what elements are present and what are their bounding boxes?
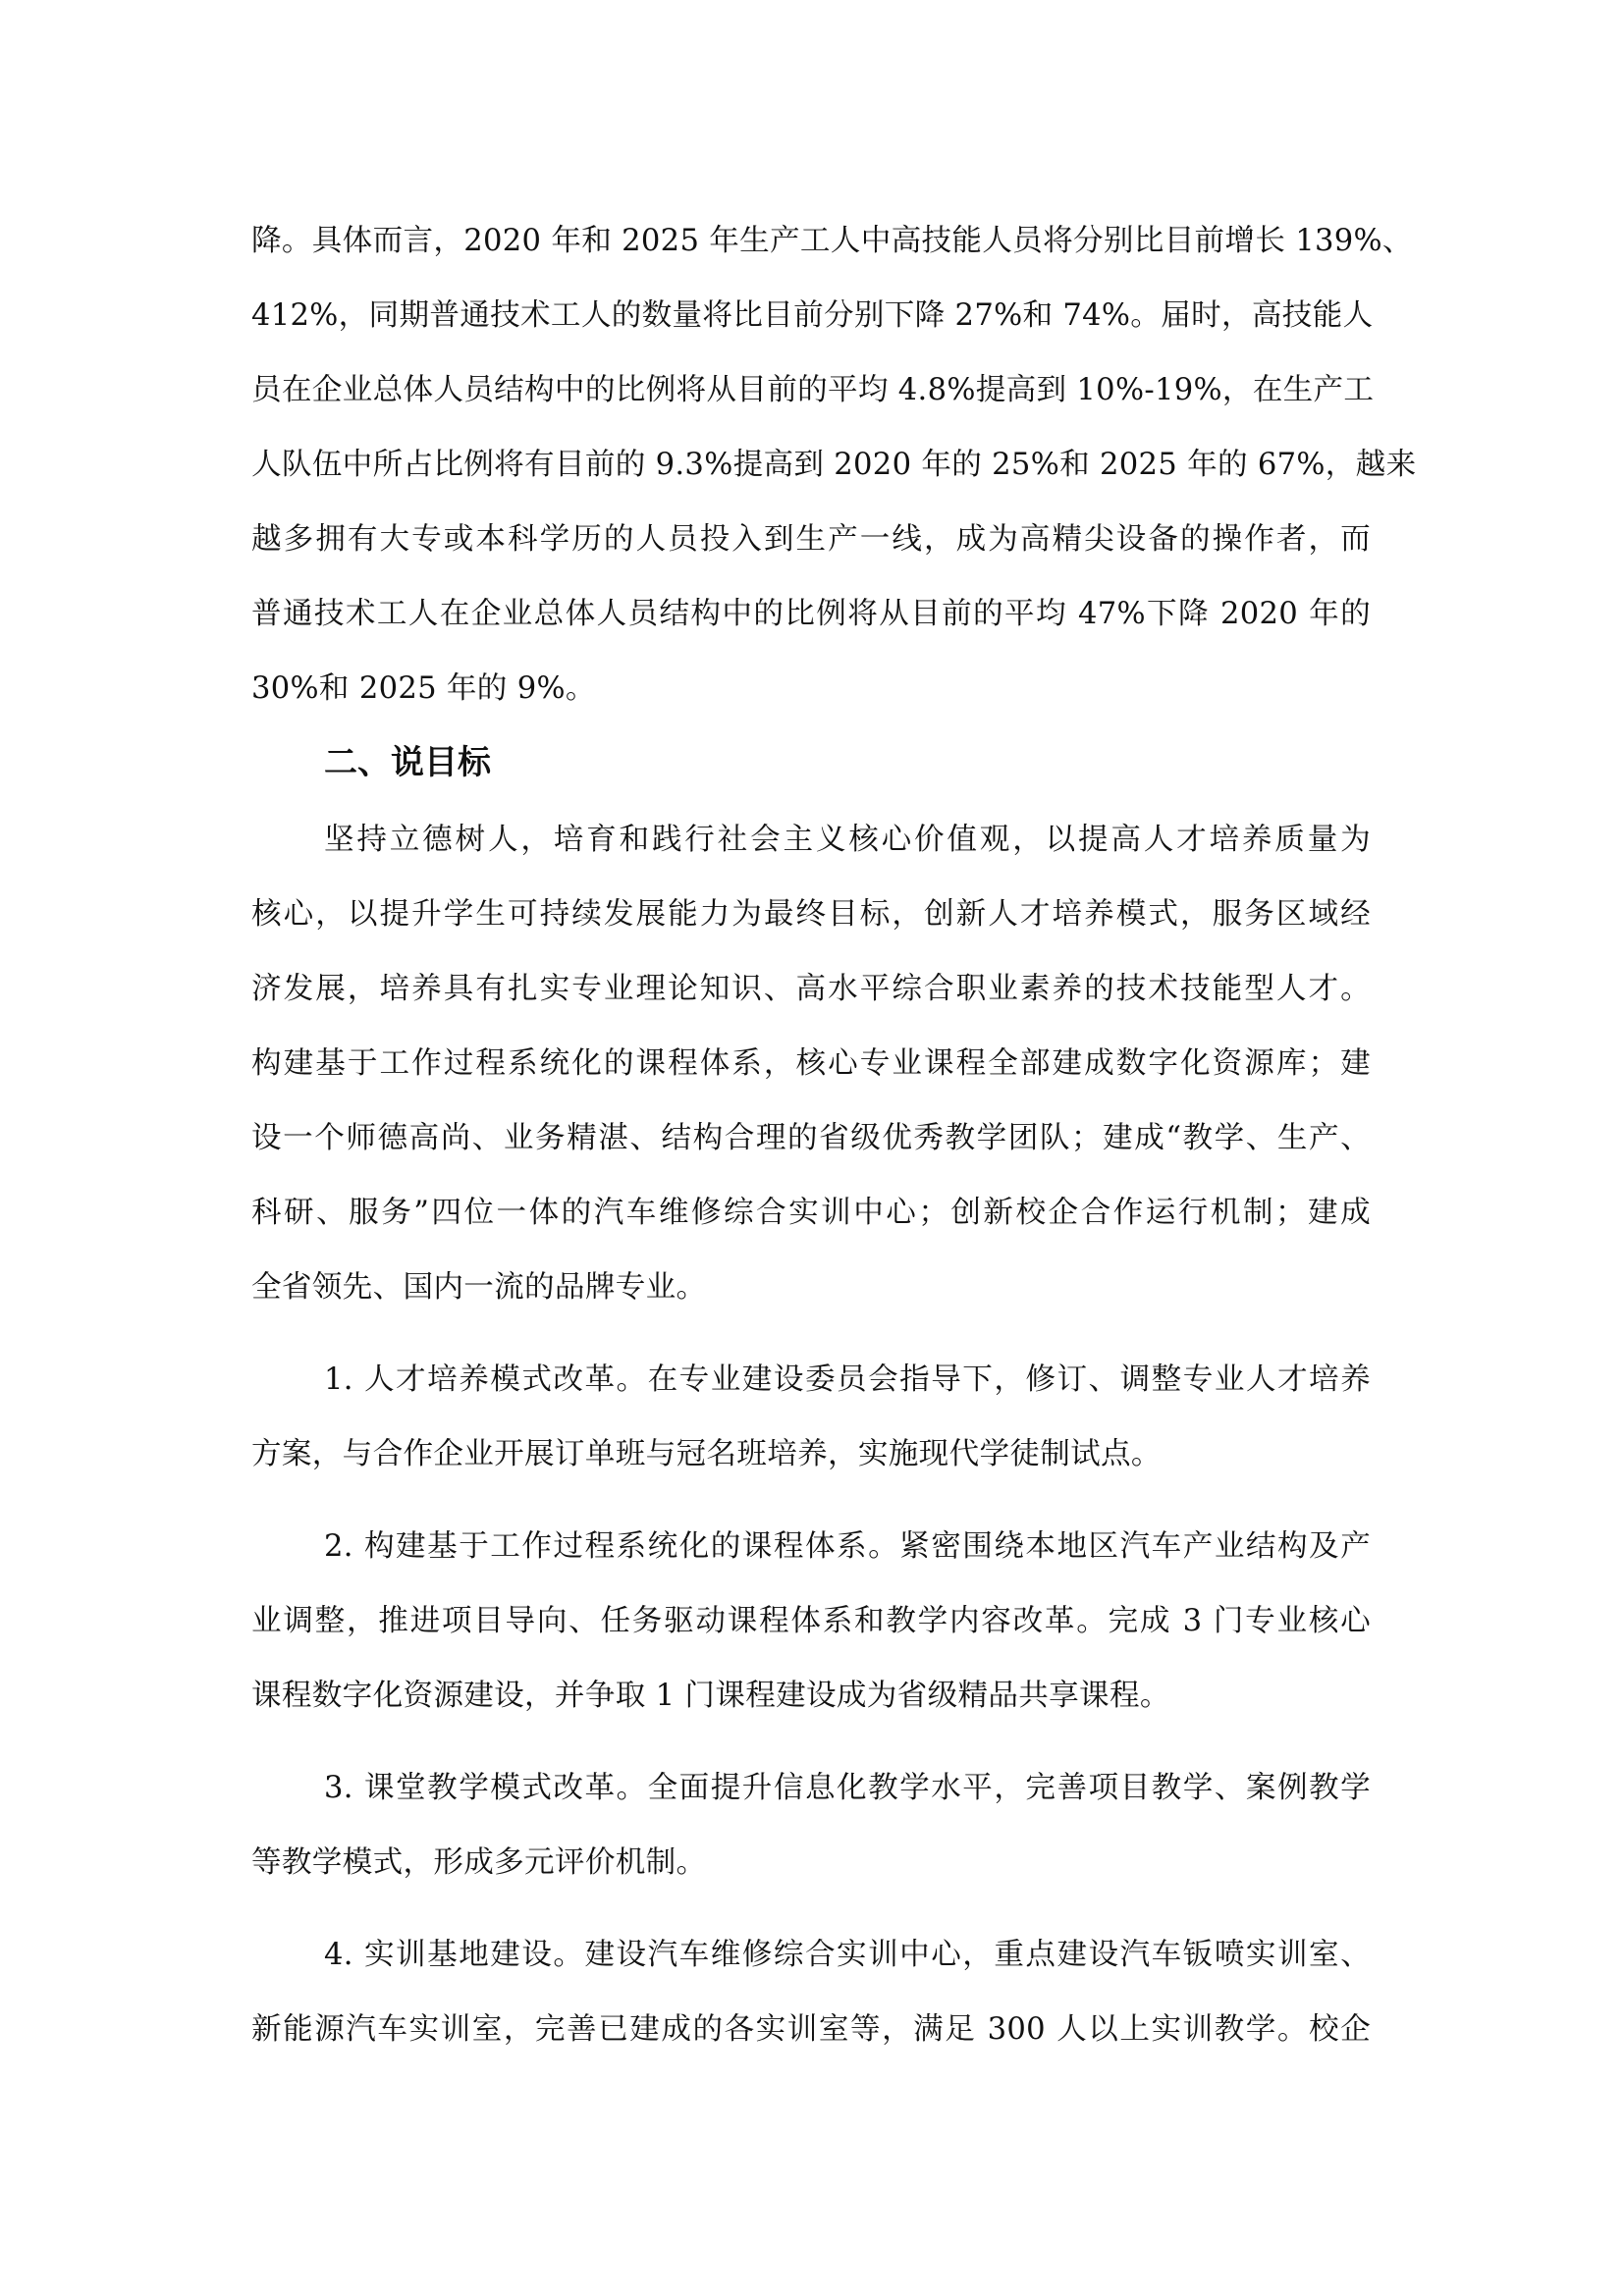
- list-item-line: 业调整，推进项目导向、任务驱动课程体系和教学内容改革。完成 3 门专业核心: [251, 1604, 1371, 1638]
- list-item-line: 4. 实训基地建设。建设汽车维修综合实训中心，重点建设汽车钣喷实训室、: [324, 1938, 1371, 1972]
- paragraph-line: 济发展，培养具有扎实专业理论知识、高水平综合职业素养的技术技能型人才。: [251, 972, 1371, 1006]
- list-item-line: 方案，与合作企业开展订单班与冠名班培养，实施现代学徒制试点。: [251, 1437, 1162, 1471]
- paragraph-line: 越多拥有大专或本科学历的人员投入到生产一线，成为高精尖设备的操作者，而: [251, 522, 1371, 557]
- list-item-line: 3. 课堂教学模式改革。全面提升信息化教学水平，完善项目教学、案例教学: [324, 1771, 1371, 1805]
- paragraph-line: 降。具体而言，2020 年和 2025 年生产工人中高技能人员将分别比目前增长 139%、: [251, 224, 1413, 258]
- paragraph-line: 坚持立德树人，培育和践行社会主义核心价值观，以提高人才培养质量为: [324, 823, 1371, 857]
- list-item-line: 课程数字化资源建设，并争取 1 门课程建设成为省级精品共享课程。: [251, 1679, 1170, 1713]
- list-item-line: 1. 人才培养模式改革。在专业建设委员会指导下，修订、调整专业人才培养: [324, 1362, 1371, 1397]
- paragraph-line: 全省领先、国内一流的品牌专业。: [251, 1270, 707, 1305]
- paragraph-line: 普通技术工人在企业总体人员结构中的比例将从目前的平均 47%下降 2020 年的: [251, 597, 1371, 631]
- list-item-line: 等教学模式，形成多元评价机制。: [251, 1845, 707, 1880]
- paragraph-line: 412%，同期普通技术工人的数量将比目前分别下降 27%和 74%。届时，高技能人: [251, 298, 1374, 333]
- list-item-line: 新能源汽车实训室，完善已建成的各实训室等，满足 300 人以上实训教学。校企: [251, 2012, 1371, 2047]
- paragraph-line: 设一个师德高尚、业务精湛、结构合理的省级优秀教学团队；建成“教学、生产、: [251, 1121, 1371, 1155]
- paragraph-line: 核心，以提升学生可持续发展能力为最终目标，创新人才培养模式，服务区域经: [251, 897, 1371, 932]
- list-item-line: 2. 构建基于工作过程系统化的课程体系。紧密围绕本地区汽车产业结构及产: [324, 1529, 1371, 1564]
- paragraph-line: 构建基于工作过程系统化的课程体系，核心专业课程全部建成数字化资源库；建: [251, 1046, 1371, 1081]
- paragraph-line: 科研、服务”四位一体的汽车维修综合实训中心；创新校企合作运行机制；建成: [251, 1196, 1371, 1230]
- paragraph-line: 员在企业总体人员结构中的比例将从目前的平均 4.8%提高到 10%-19%，在生产工: [251, 373, 1375, 407]
- paragraph-line: 人队伍中所占比例将有目前的 9.3%提高到 2020 年的 25%和 2025 年的 67%，越来: [251, 448, 1417, 482]
- paragraph-line: 30%和 2025 年的 9%。: [251, 671, 596, 706]
- section-heading: 二、说目标: [324, 743, 491, 782]
